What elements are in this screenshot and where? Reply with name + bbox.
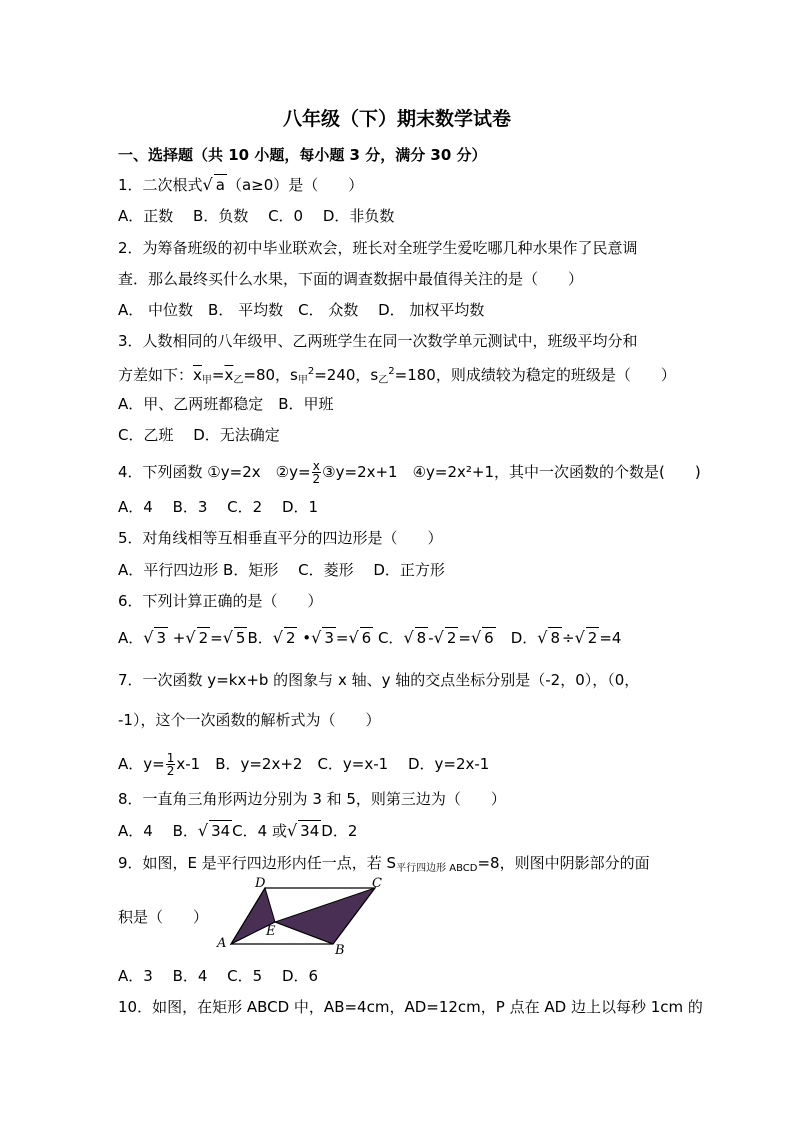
question-8: 8．一直角三角形两边分别为 3 和 5，则第三边为（ ）	[118, 790, 506, 808]
question-4-options: A．4 B．3 C．2 D．1	[118, 498, 319, 516]
fraction: $\frac{1}{2}$	[166, 751, 175, 778]
question-2-options: A． 中位数 B． 平均数 C． 众数 D． 加权平均数	[118, 301, 485, 319]
radical-sign: √	[202, 175, 213, 194]
question-5: 5．对角线相等互相垂直平分的四边形是（ ）	[118, 529, 443, 547]
question-2-line-2: 查．那么最终买什么水果，下面的调查数据中最值得关注的是（ ）	[118, 270, 584, 288]
question-3-options-2: C．乙班 D．无法确定	[118, 426, 280, 444]
label-e: E	[266, 924, 276, 939]
question-7-options: A．y= $\frac{1}{2}$ x-1 B．y=2x+2 C．y=x-1 D．y=2x-1	[118, 751, 490, 778]
label-d: D	[255, 876, 266, 891]
question-9-line-2: 积是（ ）	[118, 908, 209, 926]
section-heading: 一、选择题（共 10 小题，每小题 3 分，满分 30 分）	[118, 146, 487, 164]
label-a: A	[217, 936, 227, 951]
question-5-options: A．平行四边形 B．矩形 C．菱形 D．正方形	[118, 561, 445, 579]
question-9-line-1: 9．如图，E 是平行四边形内任一点，若 $S_{平行四边形 ABCD}=8$，则图中阴影部分的面	[118, 854, 650, 874]
question-9-options: A．3 B．4 C．5 D．6	[118, 967, 319, 985]
question-8-options: A．4 B．√ 34 C．4 或√ 34 D．2	[118, 821, 358, 840]
label-b: B	[335, 943, 345, 956]
label-c: C	[372, 876, 382, 891]
question-7-line-2: -1），这个一次函数的解析式为（ ）	[118, 711, 381, 729]
question-2-line-1: 2．为筹备班级的初中毕业联欢会，班长对全班学生爱吃哪几种水果作了民意调	[118, 239, 638, 257]
parallelogram-figure	[213, 876, 383, 956]
question-10-line-1: 10．如图，在矩形 ABCD 中，AB=4cm，AD=12cm，P 点在 AD 边上以每秒 1cm 的	[118, 998, 703, 1016]
fraction: $\frac{x}{2}$	[312, 459, 321, 486]
question-3-options-1: A．甲、乙两班都稳定 B．甲班	[118, 395, 334, 413]
page-title: 八年级（下）期末数学试卷	[282, 108, 511, 130]
question-6-options: A．√ 3 +√ 2 =√ 5 B．√ 2 •√ 3 =√ 6 C．√ 8 -√ 2 =√ 6 D．√ 8 ÷√ 2 =4	[118, 628, 622, 647]
question-1-options: A．正数 B．负数 C．0 D．非负数	[118, 207, 395, 225]
question-3-line-2: 方差如下：$\overline{x}_甲=\overline{x}_乙=80$，$s_甲^2=240$，$s_乙^2=180$，则成绩较为稳定的班级是（ ）	[118, 366, 676, 386]
question-1: 1．二次根式√ a （a≥0）是（ ）	[118, 175, 364, 194]
question-3-line-1: 3．人数相同的八年级甲、乙两班学生在同一次数学单元测试中，班级平均分和	[118, 332, 638, 350]
question-4: 4．下列函数 ①y=2x ②y= $\frac{x}{2}$ ③y=2x+1 ④y=2x²+1，其中一次函数的个数是( )	[118, 459, 701, 486]
question-6: 6．下列计算正确的是（ ）	[118, 592, 323, 610]
shaded-triangle-bce	[275, 888, 375, 944]
question-7-line-1: 7．一次函数 y=kx+b 的图象与 x 轴、y 轴的交点坐标分别是（-2，0），（0，	[118, 671, 640, 689]
